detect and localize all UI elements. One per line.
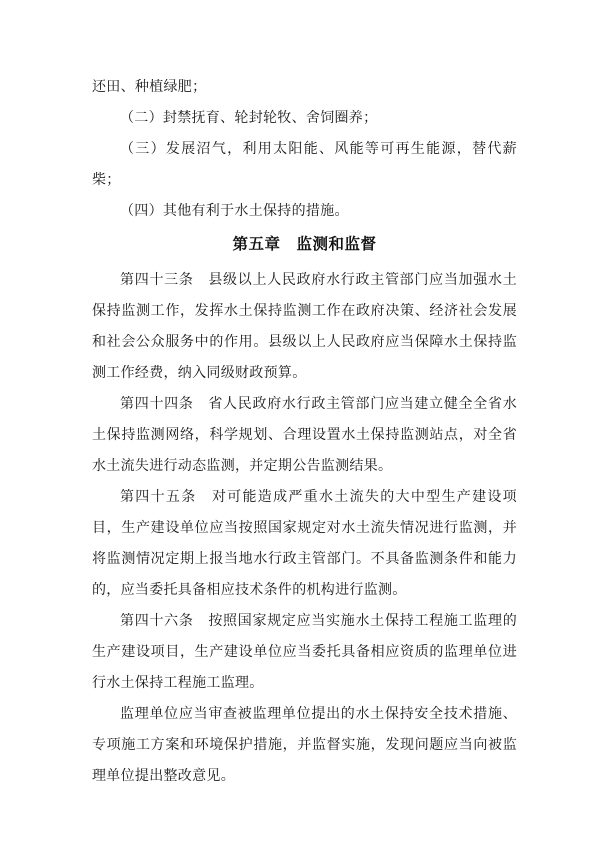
continuation-paragraph: 还田、种植绿肥； (92, 80, 207, 95)
article-paragraph: 第四十四条 省人民政府水行政主管部门应当建立健全全省水土保持监测网络，科学规划、合理设置水土保持监测站点，对全省水土流失进行动态监测，并定期公告监测结果。 (92, 397, 517, 474)
list-item: （四）其他有利于水土保持的措施。 (120, 204, 349, 219)
list-item: （二）封禁抚育、轮封轮牧、舍饲圈养； (120, 111, 378, 126)
chapter-heading: 第五章 监测和监督 (232, 236, 377, 253)
list-item: （三）发展沼气，利用太阳能、风能等可再生能源，替代薪柴； (92, 142, 517, 188)
article-paragraph: 第四十三条 县级以上人民政府水行政主管部门应当加强水土保持监测工作，发挥水土保持监测工作在政府决策、经济社会发展和社会公众服务中的作用。县级以上人民政府应当保障水土保持监测工作经费，纳入同级财政预算。 (92, 273, 517, 381)
article-paragraph: 第四十五条 对可能造成严重水土流失的大中型生产建设项目，生产建设单位应当按照国家规定对水土流失情况进行监测，并将监测情况定期上报当地水行政主管部门。不具备监测条件和能力的，应当委托具备相应技术条件的机构进行监测。 (92, 490, 517, 598)
article-paragraph: 第四十六条 按照国家规定应当实施水土保持工程施工监理的生产建设项目，生产建设单位应当委托具备相应资质的监理单位进行水土保持工程施工监理。 (92, 614, 517, 691)
article-paragraph: 监理单位应当审查被监理单位提出的水土保持安全技术措施、专项施工方案和环境保护措施，并监督实施，发现问题应当向被监理单位提出整改意见。 (92, 707, 517, 784)
document-body (92, 72, 517, 792)
